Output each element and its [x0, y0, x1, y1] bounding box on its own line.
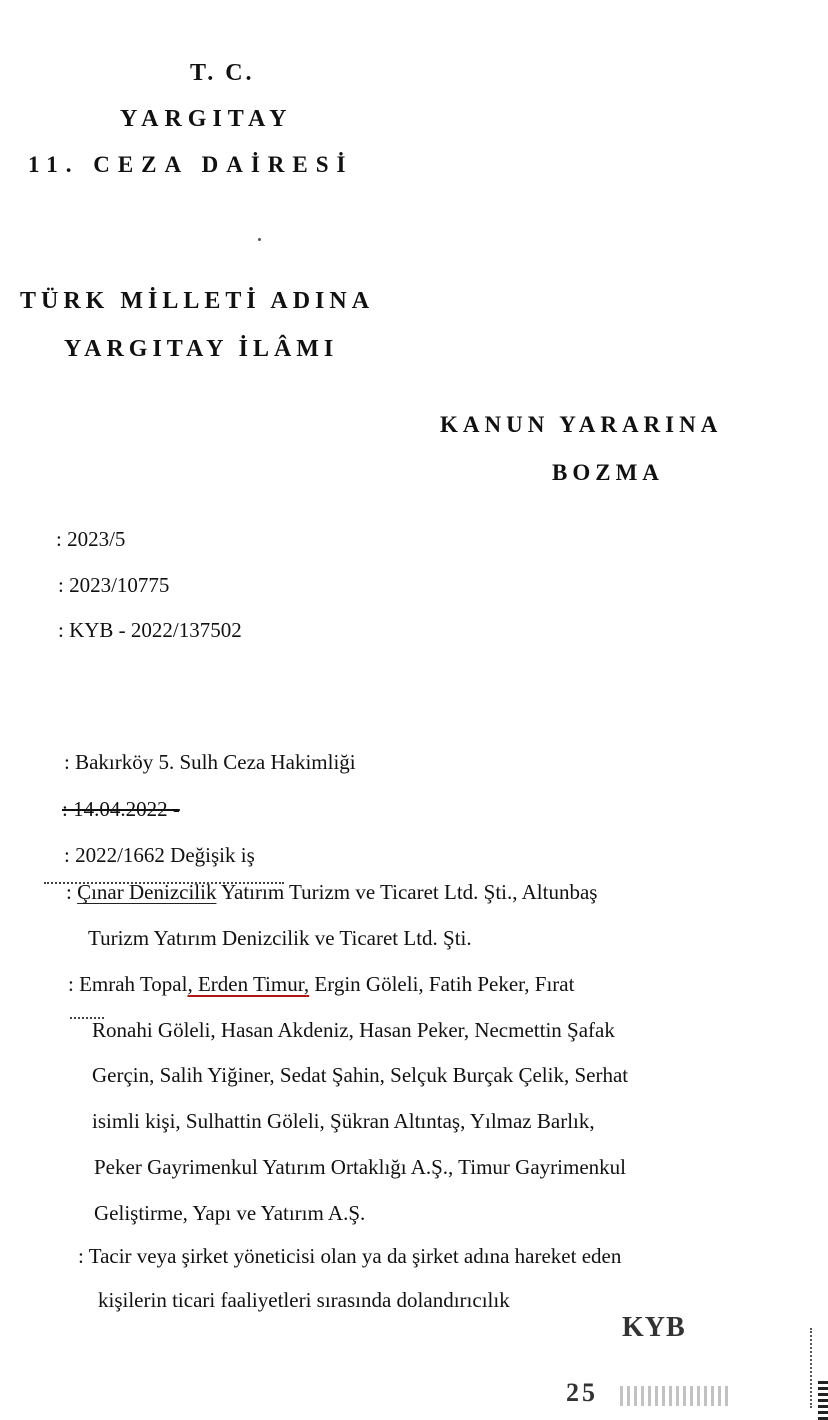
complainants-line2: Turizm Yatırım Denizcilik ve Ticaret Ltd. Şti.	[88, 926, 472, 950]
suspects-line1	[68, 972, 574, 997]
court-line: : Bakırköy 5. Sulh Ceza Hakimliği	[64, 750, 356, 774]
scan-speck	[258, 238, 261, 241]
decision-type-line2: BOZMA	[552, 460, 664, 485]
header-court: YARGITAY	[120, 106, 293, 132]
suspects-line5: Peker Gayrimenkul Yatırım Ortaklığı A.Ş., Timur Gayrimenkul	[94, 1155, 626, 1179]
suspects-line3: Gerçin, Salih Yiğiner, Sedat Şahin, Selçuk Burçak Çelik, Serhat	[92, 1063, 629, 1087]
title-line1: TÜRK MİLLETİ ADINA	[20, 288, 375, 314]
case-number-karar: : 2023/10775	[58, 573, 170, 597]
suspect-name-underlined: , Erden Timur,	[187, 972, 310, 996]
stamp-date: 25	[566, 1378, 598, 1407]
crime-line1: : Tacir veya şirket yöneticisi olan ya da şirket adına hareket eden	[78, 1244, 622, 1268]
suspects-line6: Geliştirme, Yapı ve Yatırım A.Ş.	[94, 1201, 366, 1225]
suspects-prefix: : Emrah Topal	[68, 972, 188, 996]
title-line2: YARGITAY İLÂMI	[64, 336, 339, 362]
suspects-rest: Ergin Göleli, Fatih Peker, Fırat	[309, 972, 575, 996]
stamp-faded-text	[620, 1386, 730, 1406]
case-number-kyb: : KYB - 2022/137502	[58, 618, 242, 642]
complainant-name-underlined: Çınar Denizcilik	[77, 880, 217, 904]
complainants-line1	[66, 880, 597, 905]
stamp-code: KYB	[622, 1312, 686, 1343]
header-chamber: 11. CEZA DAİRESİ	[28, 152, 354, 177]
crime-line2: kişilerin ticari faaliyetleri sırasında dolandırıcılık	[98, 1288, 510, 1312]
misc-number-line: : 2022/1662 Değişik iş	[64, 843, 255, 867]
case-number-esas: : 2023/5	[56, 527, 126, 551]
suspects-line4: isimli kişi, Sulhattin Göleli, Şükran Altıntaş, Yılmaz Barlık,	[92, 1109, 595, 1133]
date-line: : 14.04.2022 -	[62, 797, 180, 821]
complainants-rest: Yatırım Turizm ve Ticaret Ltd. Şti., Altunbaş	[216, 880, 598, 904]
scan-edge-mark	[818, 1380, 828, 1420]
complainants-prefix: :	[66, 880, 78, 904]
suspects-line2: Ronahi Göleli, Hasan Akdeniz, Hasan Peker, Necmettin Şafak	[92, 1018, 615, 1042]
header-tc: T. C.	[190, 60, 255, 86]
decision-type-line1: KANUN YARARINA	[440, 412, 723, 437]
